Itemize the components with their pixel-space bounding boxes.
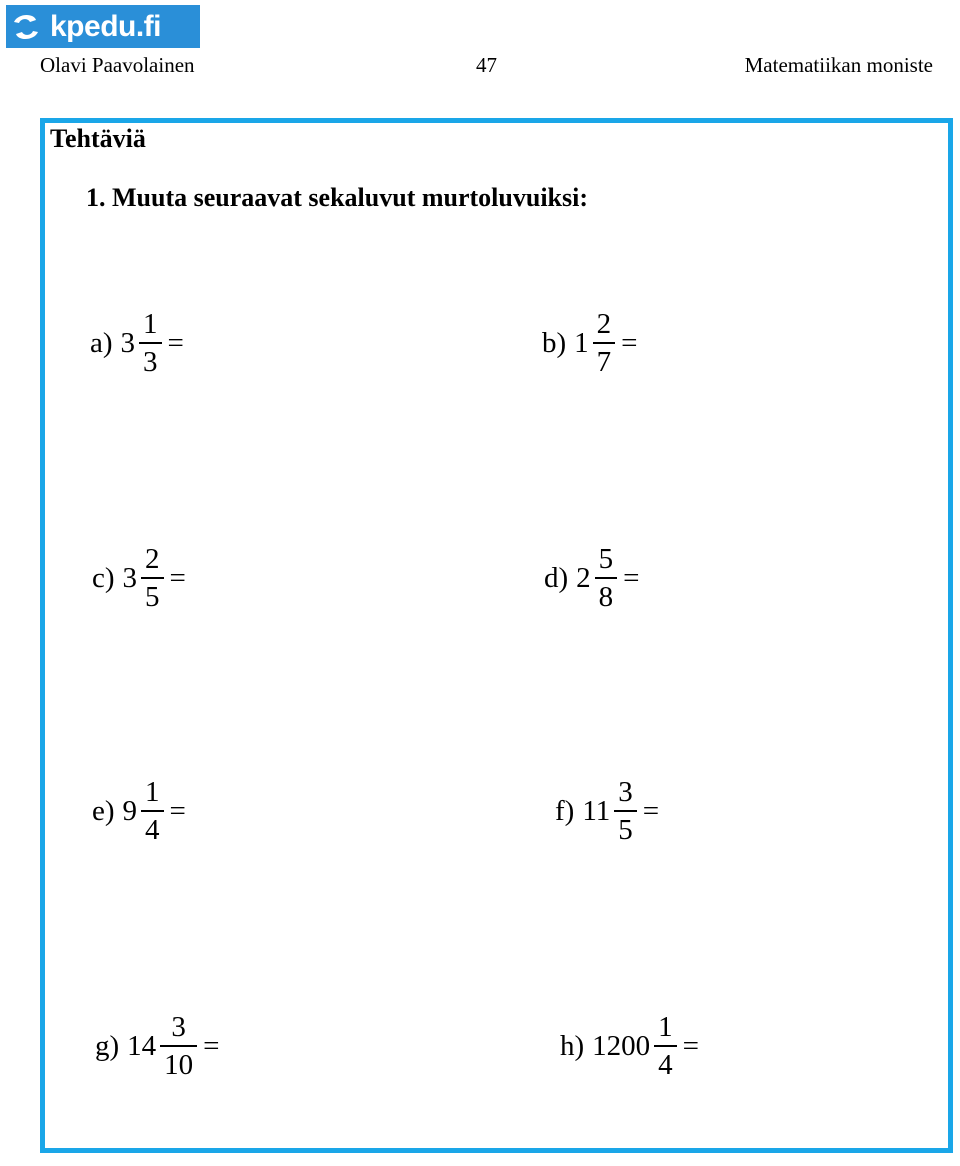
- whole-part: 9: [122, 795, 138, 827]
- section-title: Tehtäviä: [50, 124, 146, 153]
- exercise-h: [560, 1013, 699, 1080]
- denominator: 3: [143, 346, 158, 378]
- header-author: Olavi Paavolainen: [40, 53, 195, 77]
- exercise-a: [90, 310, 184, 377]
- kpedu-swoosh-icon: [6, 9, 46, 45]
- exercise-label: c): [92, 562, 115, 594]
- denominator: 8: [598, 581, 614, 613]
- header-document-title: Matematiikan moniste: [744, 53, 933, 77]
- exercise-label: d): [544, 562, 569, 594]
- exercise-f: [555, 778, 659, 845]
- exercise-b: [542, 310, 638, 377]
- denominator: 7: [596, 346, 612, 378]
- equals-sign: =: [169, 795, 186, 827]
- numerator: 1: [658, 1011, 673, 1043]
- fraction: [141, 778, 164, 845]
- exercise-d: [544, 545, 640, 612]
- equals-sign: =: [203, 1030, 220, 1062]
- equals-sign: =: [621, 327, 638, 359]
- equals-sign: =: [682, 1030, 700, 1062]
- kpedu-logo: [6, 5, 200, 48]
- whole-part: 2: [576, 562, 591, 594]
- denominator: 4: [658, 1049, 673, 1081]
- logo-text: kpedu.fi: [50, 9, 162, 43]
- fraction: [141, 545, 164, 612]
- task-instruction: 1. Muuta seuraavat sekaluvut murtoluvuiksi:: [86, 183, 588, 212]
- exercise-e: [92, 778, 186, 845]
- whole-part: 1: [574, 327, 589, 359]
- fraction: [593, 310, 616, 377]
- exercise-c: [92, 545, 186, 612]
- fraction: [160, 1013, 197, 1080]
- denominator: 5: [145, 581, 160, 613]
- equals-sign: =: [169, 562, 186, 594]
- exercise-label: e): [92, 795, 115, 827]
- numerator: 3: [618, 776, 633, 808]
- numerator: 2: [145, 543, 160, 575]
- numerator: 2: [596, 308, 612, 340]
- exercise-label: b): [542, 327, 567, 359]
- denominator: 10: [164, 1049, 194, 1081]
- whole-part: 14: [127, 1030, 157, 1062]
- whole-part: 1200: [592, 1030, 651, 1062]
- whole-part: 11: [582, 795, 611, 827]
- exercise-label: a): [90, 327, 113, 359]
- numerator: 5: [598, 543, 614, 575]
- fraction: [614, 778, 637, 845]
- numerator: 1: [143, 308, 158, 340]
- denominator: 4: [145, 814, 160, 846]
- equals-sign: =: [642, 795, 660, 827]
- exercise-label: h): [560, 1030, 585, 1062]
- fraction: [139, 310, 162, 377]
- fraction: [654, 1013, 677, 1080]
- whole-part: 3: [122, 562, 138, 594]
- exercise-g: [95, 1013, 220, 1080]
- numerator: 3: [171, 1011, 186, 1043]
- numerator: 1: [145, 776, 160, 808]
- equals-sign: =: [623, 562, 640, 594]
- exercise-frame: [40, 118, 953, 1153]
- denominator: 5: [618, 814, 633, 846]
- fraction: [595, 545, 618, 612]
- whole-part: 3: [120, 327, 136, 359]
- header-page-number: 47: [476, 53, 497, 77]
- equals-sign: =: [167, 327, 184, 359]
- exercise-label: g): [95, 1030, 120, 1062]
- exercise-label: f): [555, 795, 575, 827]
